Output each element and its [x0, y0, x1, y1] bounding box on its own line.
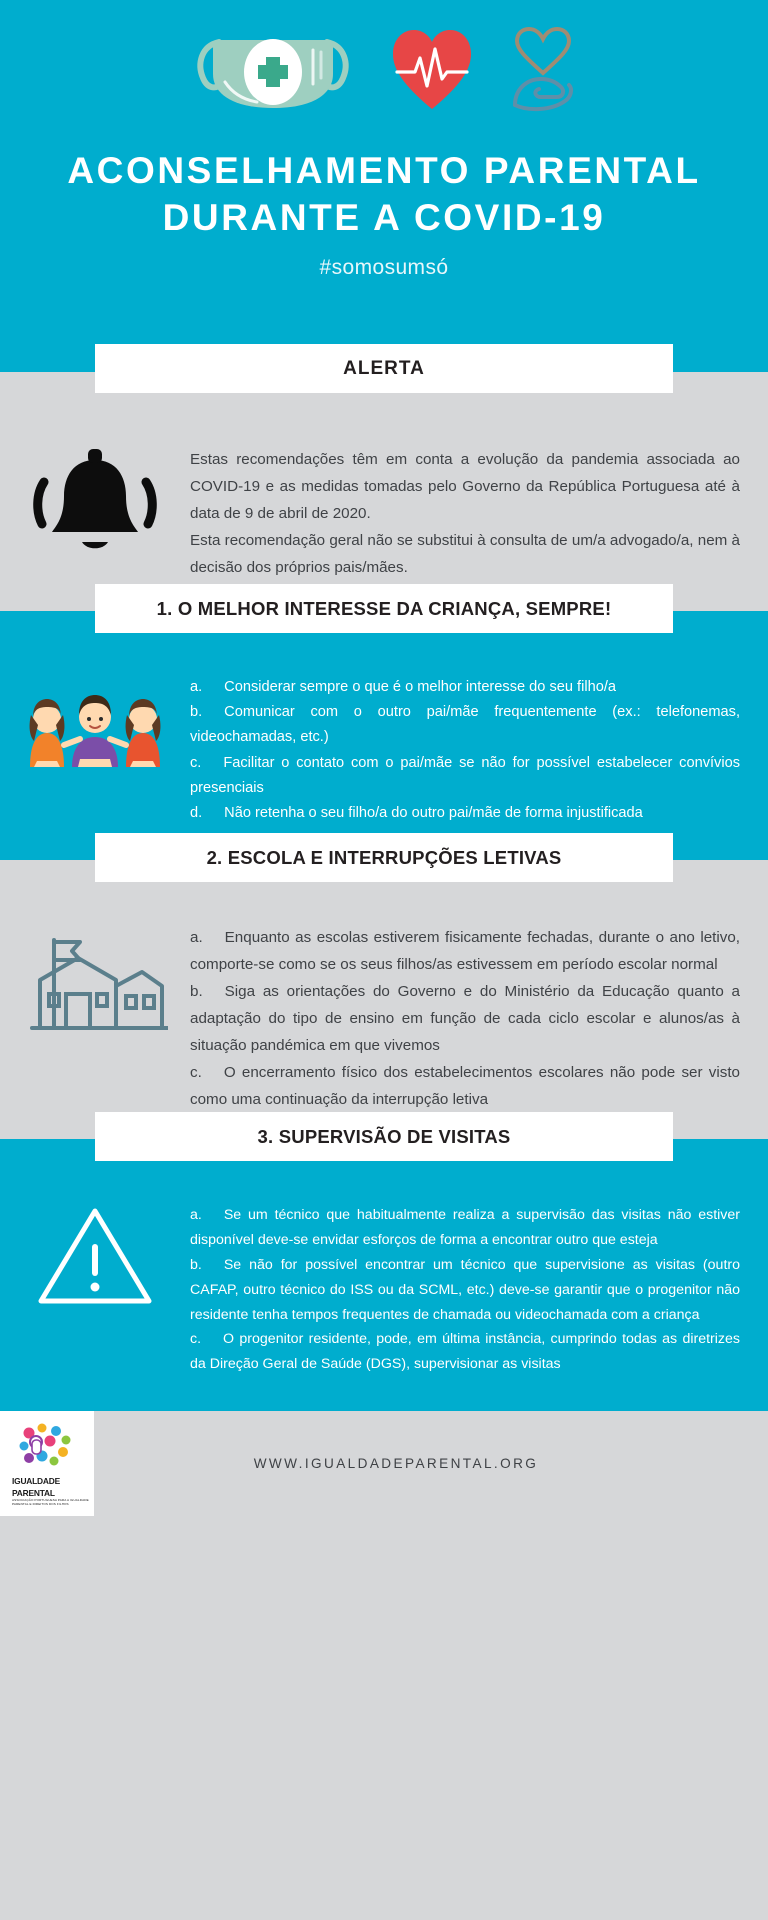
list-item [190, 751, 740, 801]
children-holding-hands-icon [20, 675, 170, 771]
section-2 [0, 860, 768, 1139]
alerta-paragraph-1: Estas recomendações têm em conta a evolução da pandemia associada ao COVID-19 e as medidas tomadas pelo Governo da República Portuguesa até à data de 9 de abril de 2020. [190, 451, 740, 523]
logo-subtitle: ASSOCIAÇÃO PORTUGUESA PARA A IGUALDADE PARENTAL E DIREITOS DOS FILHOS [12, 1498, 89, 1506]
website-url[interactable]: WWW.IGUALDADEPARENTAL.ORG [253, 1456, 539, 1472]
school-building-icon [22, 924, 168, 1034]
page-title: ACONSELHAMENTO PARENTAL DURANTE A COVID-19 [67, 150, 701, 238]
item-text: Não retenha o seu filho/a do outro pai/mãe de forma injustificada [224, 804, 643, 821]
list-item [190, 1253, 740, 1328]
alerta-art [0, 446, 190, 571]
section-3-art [0, 1203, 190, 1309]
section-2-art [0, 924, 190, 1034]
section-2-items [190, 924, 768, 1113]
list-item [190, 978, 740, 1059]
section-3 [0, 1139, 768, 1411]
bell-icon [30, 446, 160, 571]
item-text: Se não for possível encontrar um técnico que supervisione as visitas (outro CAFAP, outro técnico do ISS ou da SCML, etc.) deve-se garantir que o progenitor não residente tenha tempos frequentes de chamada ou videochamada com a criança [190, 1256, 740, 1323]
item-text: Considerar sempre o que é o melhor interesse do seu filho/a [224, 679, 616, 696]
list-item [190, 1327, 740, 1377]
section-1 [0, 611, 768, 860]
item-text: Comunicar com o outro pai/mãe frequentemente (ex.: telefonemas, videochamadas, etc.) [190, 704, 740, 746]
item-label: b. [190, 1256, 202, 1273]
hashtag: #somosumsó [319, 255, 449, 279]
item-label: b. [190, 704, 203, 721]
list-item [190, 801, 740, 826]
heartbeat-icon [391, 27, 473, 118]
item-label: a. [190, 928, 203, 946]
alerta-section-header: ALERTA [95, 344, 673, 393]
logo-name-line-1: IGUALDADE [12, 1476, 60, 1487]
list-item [190, 675, 740, 700]
item-text: Facilitar o contato com o pai/mãe se não for possível estabelecer convívios presenciais [190, 754, 740, 796]
section-3-items [190, 1203, 768, 1377]
item-label: a. [190, 679, 203, 696]
item-label: c. [190, 1064, 202, 1082]
warning-triangle-icon [35, 1203, 155, 1309]
poster-header [0, 0, 768, 372]
poster-footer [0, 1411, 768, 1516]
alerta-text [190, 446, 768, 581]
list-item [190, 924, 740, 978]
alerta-section [0, 372, 768, 611]
item-text: Siga as orientações do Governo e do Ministério da Educação quanto a adaptação do tipo de ensino em função de cada ciclo escolar e alunos/as à situação pandémica em que vivemos [190, 982, 740, 1054]
item-label: d. [190, 804, 203, 821]
item-label: b. [190, 982, 203, 1000]
list-item [190, 1203, 740, 1253]
item-text: O encerramento físico dos estabelecimentos escolares não pode ser visto como uma continuação da interrupção letiva [190, 1064, 740, 1109]
list-item [190, 700, 740, 750]
logo-mark-icon [16, 1420, 78, 1475]
section-2-header: 2. ESCOLA E INTERRUPÇÕES LETIVAS [95, 833, 673, 882]
caring-hand-icon [507, 27, 579, 118]
item-text: O progenitor residente, pode, em última instância, cumprindo todas as diretrizes da Direção Geral de Saúde (DGS), supervisionar as visitas [190, 1331, 740, 1373]
item-label: a. [190, 1207, 202, 1224]
header-icon-row [0, 24, 768, 120]
item-label: c. [190, 754, 202, 771]
section-1-art [0, 675, 190, 771]
item-label: c. [190, 1331, 202, 1348]
item-text: Enquanto as escolas estiverem fisicamente fechadas, durante o ano letivo, comporte-se como se os seus filhos/as estivessem em período escolar normal [190, 928, 740, 973]
face-mask-icon [189, 26, 357, 119]
section-1-header: 1. O MELHOR INTERESSE DA CRIANÇA, SEMPRE! [95, 584, 673, 633]
list-item [190, 1059, 740, 1113]
logo-name-line-2: PARENTAL [12, 1487, 55, 1498]
section-3-header: 3. SUPERVISÃO DE VISITAS [95, 1112, 673, 1161]
alerta-paragraph-2: Esta recomendação geral não se substitui à consulta de um/a advogado/a, nem à decisão dos próprios pais/mães. [190, 532, 740, 577]
organization-logo [0, 1411, 94, 1516]
section-1-items [190, 675, 768, 826]
item-text: Se um técnico que habitualmente realiza a supervisão das visitas não estiver disponível deve-se envidar esforços de forma a encontrar outro que esteja [190, 1207, 740, 1248]
